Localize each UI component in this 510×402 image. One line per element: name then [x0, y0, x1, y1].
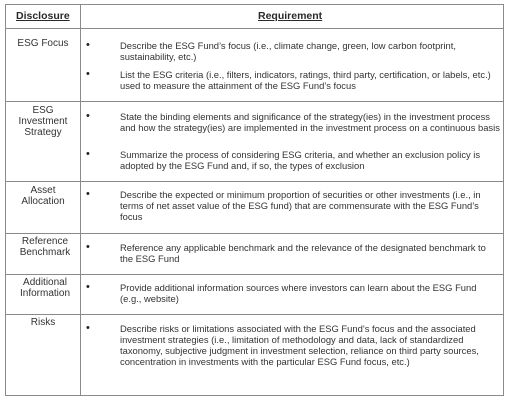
row-label-esg-investment-strategy: ESG Investment Strategy	[18, 105, 68, 138]
bullet-marker: •	[86, 110, 90, 122]
column-divider	[80, 5, 81, 395]
bullet-marker: •	[86, 148, 90, 160]
bullet-marker: •	[86, 188, 90, 200]
bullet-marker: •	[86, 281, 90, 293]
header-requirement: Requirement	[258, 10, 323, 22]
requirement-item: Describe the expected or minimum proportion of securities or other investments (i.e., in terms of net asset value of the ESG fund) that are commensurate with the ESG Fund’s focus	[120, 189, 481, 222]
row-divider	[6, 181, 503, 182]
row-label-esg-focus: ESG Focus	[17, 38, 69, 49]
row-label-additional-information: Additional Information	[19, 277, 71, 299]
row-label-risks: Risks	[30, 317, 56, 328]
requirement-item: Summarize the process of considering ESG criteria, and whether an exclusion policy is adopted by the ESG Fund and, if so, the types of exclusion	[120, 149, 481, 171]
row-label-reference-benchmark: Reference Benchmark	[19, 236, 71, 258]
row-label-asset-allocation: Asset Allocation	[21, 185, 65, 207]
bullet-marker: •	[86, 68, 90, 80]
requirement-item: Describe the ESG Fund’s focus (i.e., climate change, green, low carbon footprint, sustainability, etc.)	[120, 40, 456, 62]
bullet-marker: •	[86, 241, 90, 253]
header-disclosure: Disclosure	[16, 10, 70, 22]
row-divider	[6, 233, 503, 234]
requirement-item: List the ESG criteria (i.e., filters, indicators, ratings, third party, certification, or labels, etc.) used to measure the attainment of the ESG Fund’s focus	[120, 69, 491, 91]
bullet-marker: •	[86, 322, 90, 334]
bullet-marker: •	[86, 39, 90, 51]
row-divider	[6, 28, 503, 29]
requirement-item: Provide additional information sources where investors can learn about the ESG Fund (e.g., website)	[120, 282, 477, 304]
requirement-item: Reference any applicable benchmark and the relevance of the designated benchmark to the ESG Fund	[120, 242, 486, 264]
requirement-item: State the binding elements and significance of the strategy(ies) in the investment process and how the strategy(ies) are implemented in the investment process on a continuous basis	[120, 111, 500, 133]
row-divider	[6, 101, 503, 102]
requirement-item: Describe risks or limitations associated with the ESG Fund’s focus and the associated investment strategies (i.e., limitation of methodology and data, lack of standardized taxonomy, subjective judgment in investment selection, reliance on third party sources, concentration in investments with the particular ESG Fund focus, etc.)	[120, 323, 479, 367]
row-divider	[6, 274, 503, 275]
disclosure-requirements-table	[5, 4, 504, 396]
row-divider	[6, 314, 503, 315]
